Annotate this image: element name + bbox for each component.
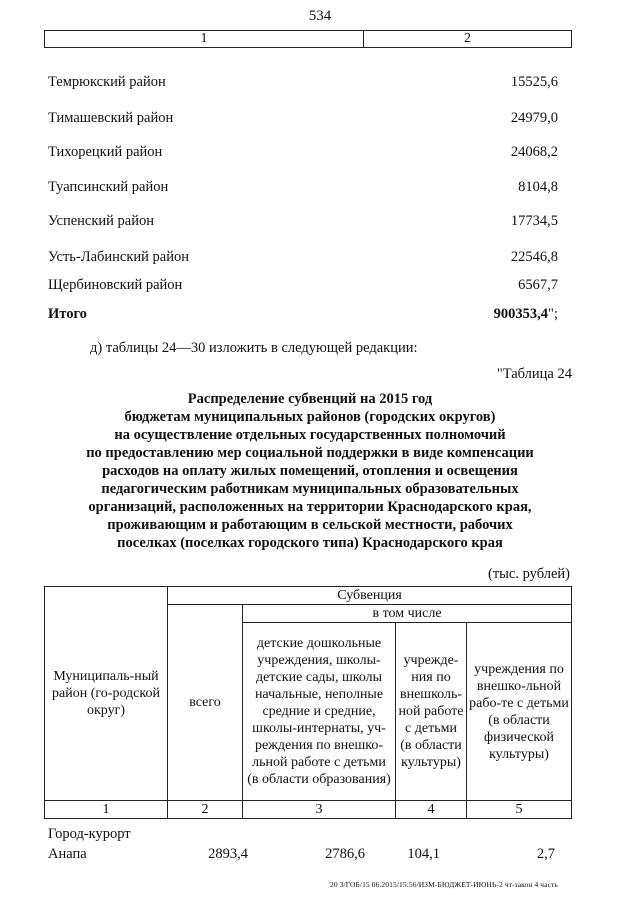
table-row <box>48 277 558 294</box>
page-number: 534 <box>308 8 332 24</box>
header-municipal-district: Муниципаль-ный район (го-родской округ) <box>45 587 168 801</box>
subvention-value: 15525,6 <box>510 74 558 90</box>
top-table-header <box>44 30 572 48</box>
column-number: 4 <box>396 801 467 819</box>
table-row <box>48 179 558 196</box>
table-label: "Таблица 24 <box>496 366 572 382</box>
total-suffix: "; <box>548 306 558 322</box>
column-number: 5 <box>467 801 572 819</box>
district-name: Щербиновский район <box>48 277 183 293</box>
district-name: Усть-Лабинский район <box>48 249 189 265</box>
total-label: Итого <box>48 306 87 322</box>
subvention-value: 24979,0 <box>510 110 558 126</box>
title-line: расходов на оплату жилых помещений, отопления и освещения <box>102 463 518 479</box>
document-title <box>60 390 560 552</box>
column-number-2: 2 <box>364 31 572 48</box>
title-line: бюджетам муниципальных районов (городских округов) <box>124 409 496 425</box>
district-name: Туапсинский район <box>48 179 169 195</box>
cell-sport: 2,7 <box>536 846 555 862</box>
column-number: 1 <box>45 801 168 819</box>
title-line: по предоставлению мер социальной поддержки в виде компенсации <box>86 445 534 461</box>
header-subvention: Субвенция <box>168 587 572 605</box>
subvention-value: 8104,8 <box>518 179 558 195</box>
subvention-value: 6567,7 <box>518 277 558 293</box>
subvention-value: 17734,5 <box>510 213 558 229</box>
district-line-1: Город-курорт <box>48 826 131 842</box>
title-line: Распределение субвенций на 2015 год <box>187 391 433 407</box>
total-value-wrap <box>494 306 558 323</box>
district-name: Темрюкский район <box>48 74 166 90</box>
table-row <box>48 249 558 266</box>
column-number: 2 <box>168 801 243 819</box>
cell-education: 2786,6 <box>325 846 365 862</box>
title-line: поселках (поселках городского типа) Краснодарского края <box>117 535 503 551</box>
footer-meta: 20 3/ГОБ/15 06.2015/15:56/ИЗМ-БЮДЖЕТ-ИЮНЬ-2 чт-закон 4 часть <box>330 880 558 889</box>
subvention-value: 24068,2 <box>510 144 558 160</box>
table-row <box>48 144 558 161</box>
header-sport: учреждения по внешко-льной рабо-те с детьми (в области физической культуры) <box>467 623 572 801</box>
subvention-table <box>44 586 572 819</box>
instruction-text: д) таблицы 24—30 изложить в следующей редакции: <box>90 340 418 356</box>
district-name: Успенский район <box>48 213 154 229</box>
header-including: в том числе <box>243 605 572 623</box>
column-number: 3 <box>243 801 396 819</box>
district-name: Тимашевский район <box>48 110 174 126</box>
table-row <box>48 110 558 127</box>
title-line: организаций, расположенных на территории Краснодарского края, <box>88 499 532 515</box>
header-education: детские дошкольные учреждения, школы-детские сады, школы начальные, неполные средние и средние, школы-интернаты, уч-реждения по внешко-льной работе с детьми (в области образования) <box>243 623 396 801</box>
units-label: (тыс. рублей) <box>488 566 570 582</box>
district-line-2: Анапа <box>48 846 87 862</box>
cell-culture: 104,1 <box>407 846 440 862</box>
district-name: Тихорецкий район <box>48 144 163 160</box>
total-row <box>48 306 558 323</box>
title-line: проживающим и работающим в сельской местности, рабочих <box>107 517 513 533</box>
subvention-value: 22546,8 <box>510 249 558 265</box>
title-line: педагогическим работникам муниципальных образовательных <box>101 481 519 497</box>
header-total: всего <box>168 605 243 801</box>
total-value: 900353,4 <box>493 306 549 322</box>
column-number-1: 1 <box>45 31 364 48</box>
table-row <box>48 213 558 230</box>
cell-total: 2893,4 <box>208 846 248 862</box>
header-culture: учрежде-ния по внешколь-ной работе с детьми (в области культуры) <box>396 623 467 801</box>
title-line: на осуществление отдельных государственных полномочий <box>114 427 506 443</box>
table-row <box>48 74 558 91</box>
